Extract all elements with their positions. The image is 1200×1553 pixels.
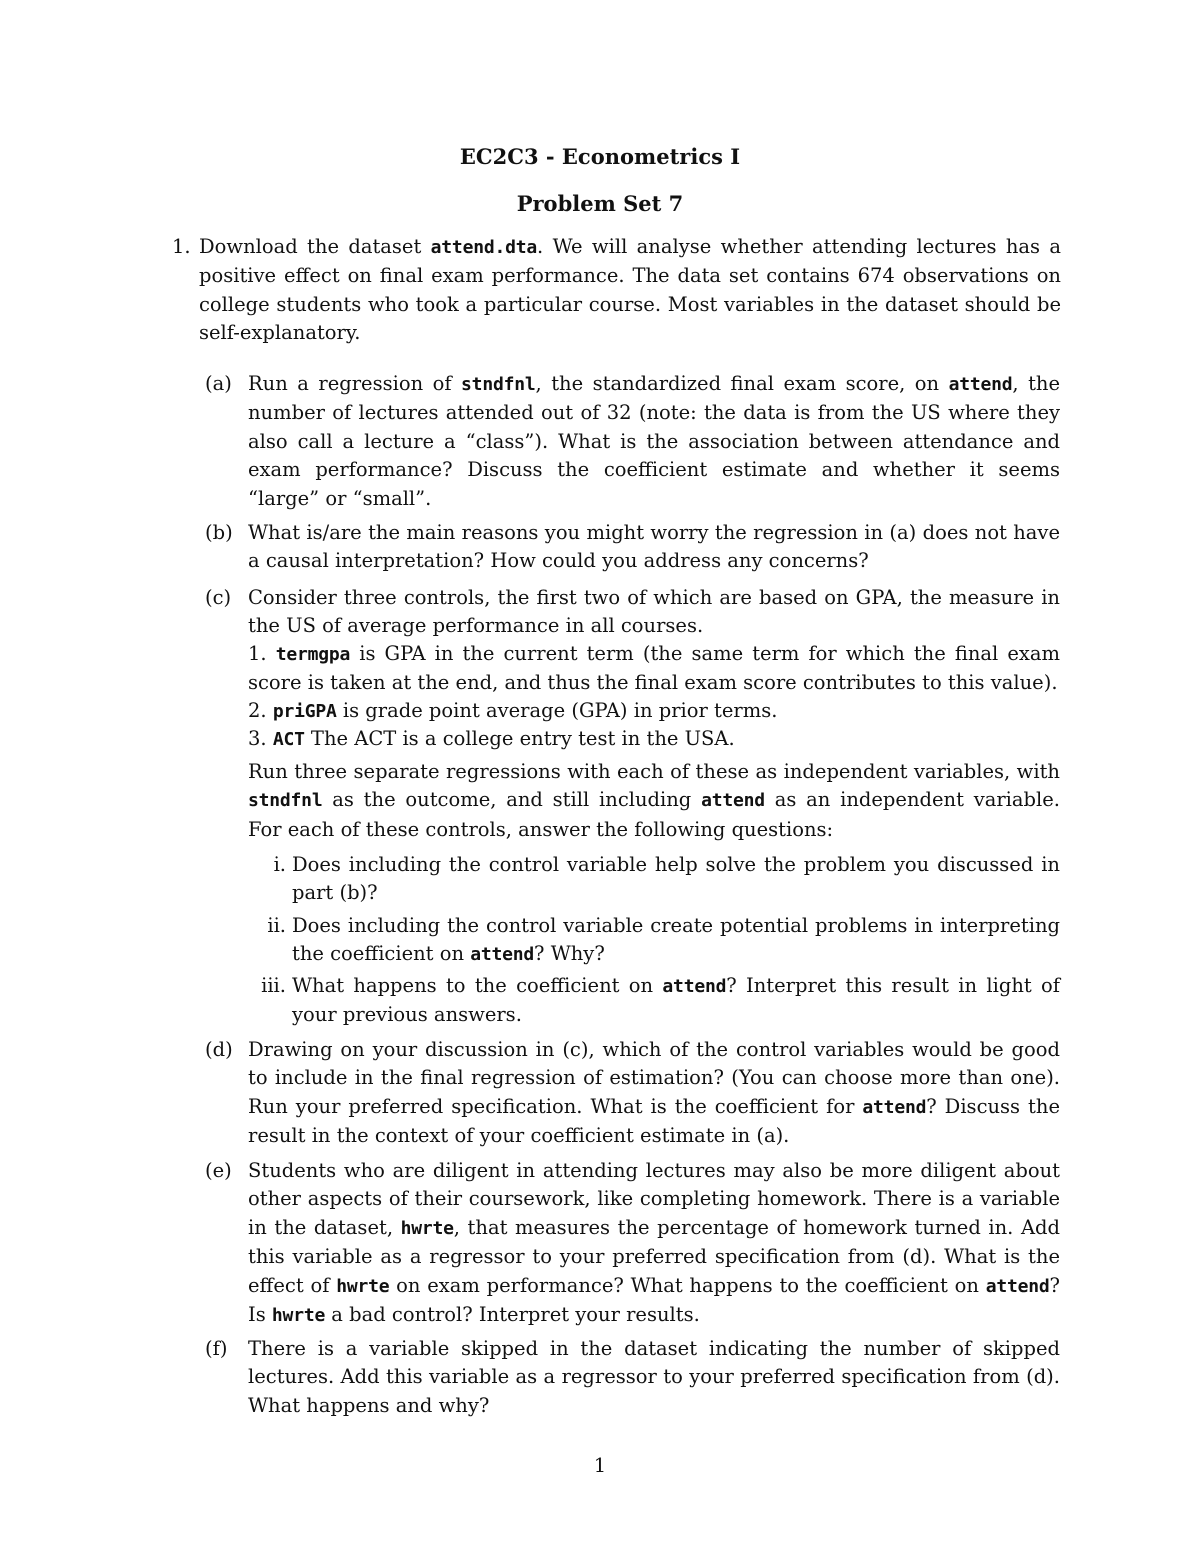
part-f-marker: (f) [205,1337,228,1360]
part-f-text: There is a variable skipped in the dataset indicating the number of skipped lectures. Add this variable as a regressor to your preferred specification from (d). What happens and why? [248,1337,1060,1417]
part-a-marker: (a) [205,372,232,395]
part-c-marker: (c) [205,586,232,609]
part-e-text: Students who are diligent in attending lectures may also be more diligent about other aspects of their coursework, like completing homework. There is a variable in the dataset, hwrte, that measures the percentage of homework turned in. Add this variable as a regressor to your preferred specification from (d). What is the effect of hwrte on exam performance? What happens to the coefficient on attend? Is hwrte a bad control? Interpret your results. [248,1159,1061,1327]
item-ii-marker: ii. [267,914,286,937]
part-c-control-2: 2. priGPA is grade point average (GPA) in prior terms. [248,699,778,722]
problem-set-title: Problem Set 7 [516,191,684,216]
page-number: 1 [593,1454,607,1477]
question-intro: Download the dataset attend.dta. We will analyse whether attending lectures has a positive effect on final exam performance. The data set contains 674 observations on college students who took a particular course. Most variables in the dataset should be self-explanatory. [199,235,1061,345]
item-ii-text: Does including the control variable create potential problems in interpreting the coefficient on attend? Why? [292,914,1060,966]
part-c-control-1: 1. termgpa is GPA in the current term (the same term for which the final exam score is taken at the end, and thus the final exam score contributes to this value). [248,642,1060,695]
part-e-marker: (e) [205,1159,232,1182]
item-iii-text: What happens to the coefficient on attend? Interpret this result in light of your previous answers. [292,974,1060,1027]
part-c-control-3: 3. ACT The ACT is a college entry test in the USA. [248,727,735,750]
course-title: EC2C3 - Econometrics I [459,144,741,169]
item-iii-marker: iii. [261,974,286,997]
part-b-marker: (b) [205,521,233,544]
question-number: 1. [172,235,191,258]
part-c-intro: Consider three controls, the first two of which are based on GPA, the measure in the US of average performance in all courses. [248,586,1060,638]
part-c-instructions: Run three separate regressions with each of these as independent variables, with stndfnl as the outcome, and still including attend as an independent variable. For each of these controls, answer the following questions: [248,760,1060,841]
item-i-text: Does including the control variable help solve the problem you discussed in part (b)? [292,853,1060,905]
part-d-text: Drawing on your discussion in (c), which of the control variables would be good to include in the final regression of estimation? (You can choose more than one). Run your preferred specification. What is the coefficient for attend? Discuss the result in the context of your coefficient estimate in (a). [248,1038,1060,1148]
part-d-marker: (d) [205,1038,233,1061]
part-a-text: Run a regression of stndfnl, the standardized final exam score, on attend, the number of lectures attended out of 32 (note: the data is from the US where they also call a lecture a “class”). What is the association between attendance and exam performance? Discuss the coefficient estimate and whether it seems “large” or “small”. [248,372,1060,510]
item-i-marker: i. [273,853,286,876]
code-filename: attend.dta [430,237,538,258]
part-b-text: What is/are the main reasons you might worry the regression in (a) does not have a causal interpretation? How could you address any concerns? [248,521,1060,573]
